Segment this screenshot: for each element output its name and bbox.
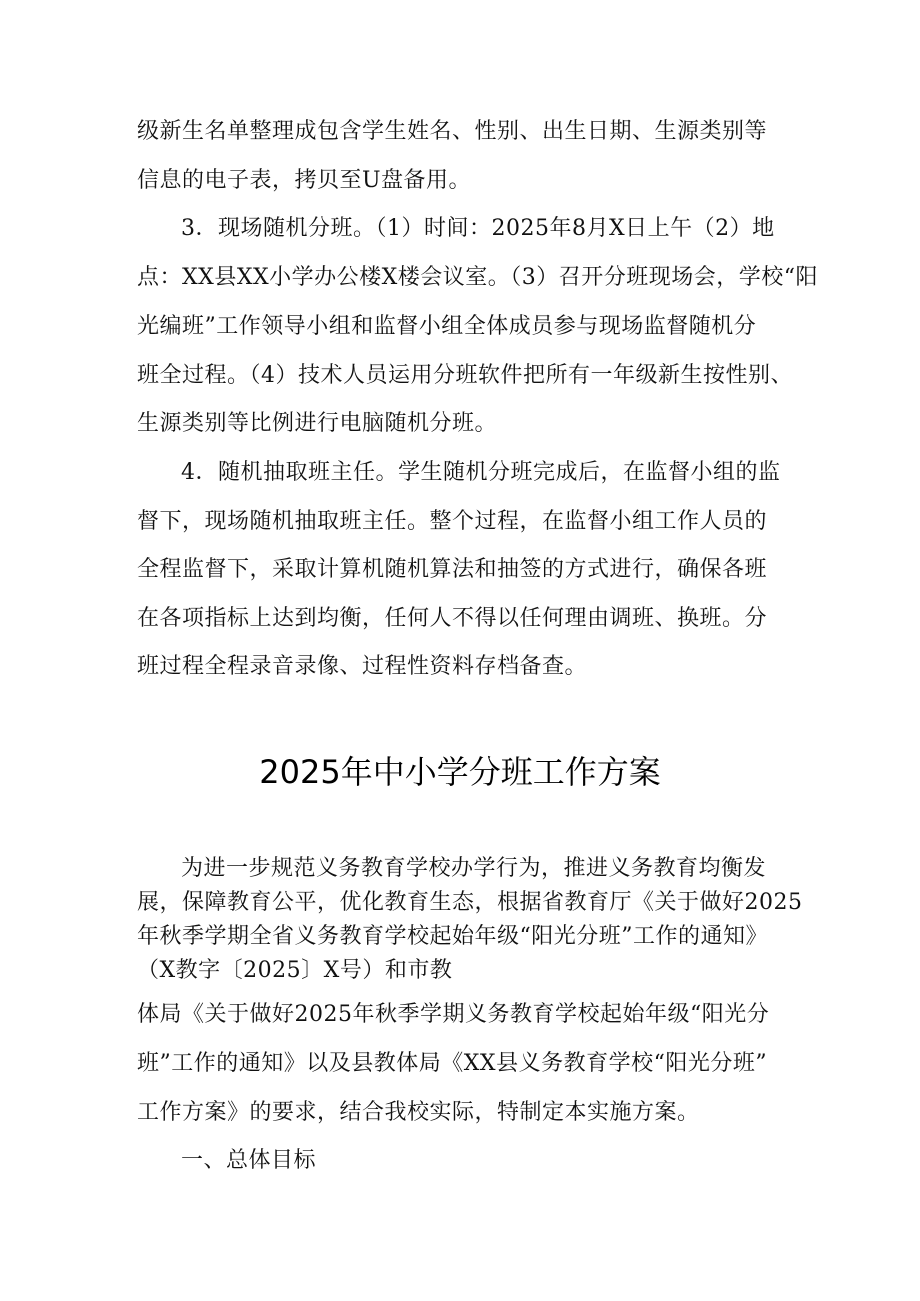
paragraph-line: 工作方案》的要求，结合我校实际，特制定本实施方案。 [137, 1100, 700, 1125]
paragraph-line: 班”工作的通知》以及县教体局《XX县义务教育学校“阳光分班” [137, 1051, 768, 1076]
paragraph-line: 在各项指标上达到均衡，任何人不得以任何理由调班、换班。分 [137, 606, 768, 631]
paragraph-line: （X教字〔2025〕X号）和市教 [137, 958, 453, 983]
paragraph-line: 光编班”工作领导小组和监督小组全体成员参与现场监督随机分 [137, 314, 757, 339]
section-heading: 一、总体目标 [181, 1148, 317, 1173]
paragraph-line: 点：XX县XX小学办公楼X楼会议室。（3）召开分班现场会，学校“阳 [137, 265, 819, 290]
paragraph-line: 为进一步规范义务教育学校办学行为，推进义务教育均衡发 [181, 856, 767, 881]
document-title: 2025年中小学分班工作方案 [259, 753, 661, 791]
paragraph-line: 4．随机抽取班主任。学生随机分班完成后，在监督小组的监 [181, 460, 781, 485]
paragraph-line: 信息的电子表，拷贝至U盘备用。 [137, 168, 472, 193]
paragraph-line: 班过程全程录音录像、过程性资料存档备查。 [137, 654, 588, 679]
paragraph-line: 年秋季学期全省义务教育学校起始年级“阳光分班”工作的通知》 [137, 924, 768, 949]
paragraph-line: 体局《关于做好2025年秋季学期义务教育学校起始年级“阳光分 [137, 1002, 770, 1027]
paragraph-line: 生源类别等比例进行电脑随机分班。 [137, 411, 498, 436]
paragraph-line: 全程监督下，采取计算机随机算法和抽签的方式进行，确保各班 [137, 557, 768, 582]
paragraph-line: 3．现场随机分班。（1）时间：2025年8月X日上午（2）地 [181, 216, 775, 241]
paragraph-line: 级新生名单整理成包含学生姓名、性别、出生日期、生源类别等 [137, 119, 768, 144]
paragraph-line: 展，保障教育公平，优化教育生态，根据省教育厅《关于做好2025 [137, 890, 803, 915]
paragraph-line: 督下，现场随机抽取班主任。整个过程，在监督小组工作人员的 [137, 509, 768, 534]
paragraph-line: 班全过程。（4）技术人员运用分班软件把所有一年级新生按性别、 [137, 363, 793, 388]
